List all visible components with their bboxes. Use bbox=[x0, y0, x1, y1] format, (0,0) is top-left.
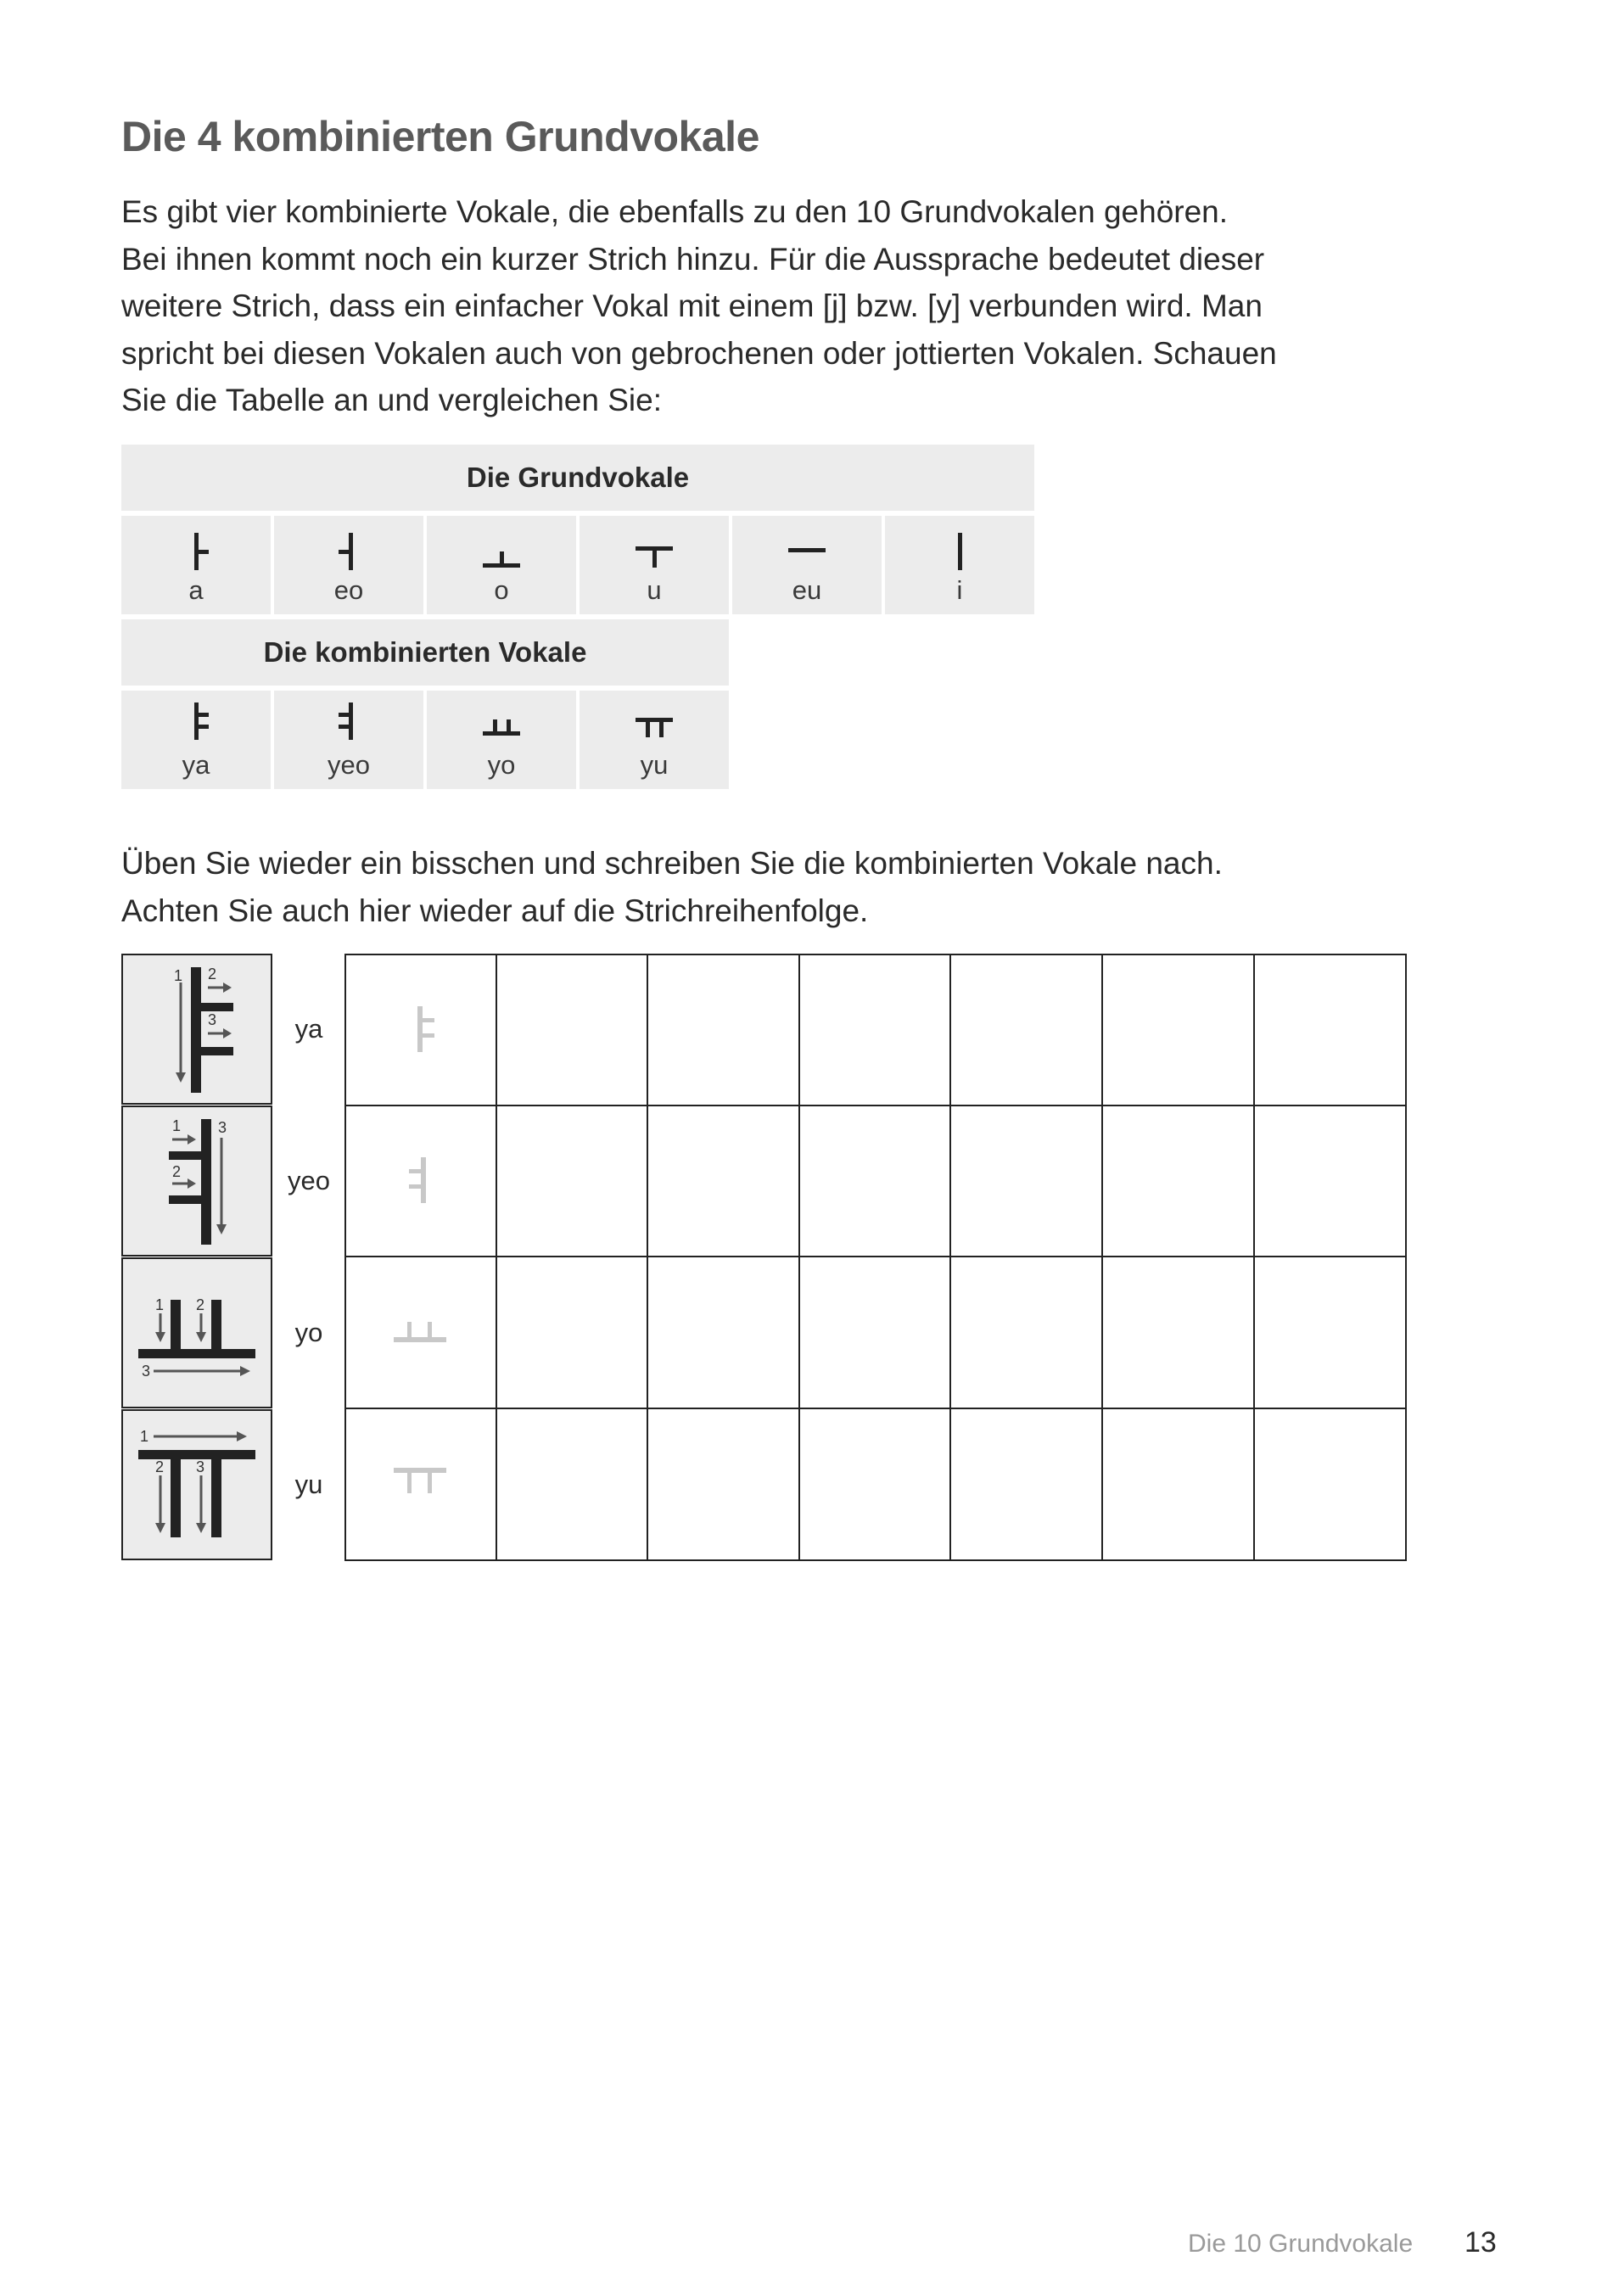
basic-vowel-eo bbox=[274, 516, 423, 614]
basic-vowel-o bbox=[427, 516, 576, 614]
stroke-diagram-yeo bbox=[123, 1107, 271, 1255]
stroke-diagram-yu bbox=[123, 1411, 271, 1559]
writing-practice-grid[interactable] bbox=[344, 954, 1410, 1565]
row-label-yu: yu bbox=[294, 1469, 323, 1499]
combined-vowel-ya bbox=[121, 691, 271, 789]
stroke-number: 2 bbox=[155, 1458, 165, 1475]
stroke-number: 1 bbox=[172, 1117, 182, 1134]
basic-vowel-a bbox=[121, 516, 271, 614]
vowel-romanization: eo bbox=[333, 575, 364, 605]
page-number: 13 bbox=[1464, 2226, 1497, 2259]
vowel-table bbox=[121, 445, 1038, 794]
stroke-order-yeo bbox=[121, 1106, 272, 1257]
practice-line: Üben Sie wieder ein bisschen und schreiben Sie die kombinierten Vokale nach. bbox=[121, 846, 1223, 881]
trace-glyphs bbox=[394, 1006, 446, 1493]
stroke-number: 2 bbox=[196, 1296, 205, 1313]
intro-line: spricht bei diesen Vokalen auch von gebrochenen oder jottierten Vokalen. Schauen bbox=[121, 335, 1277, 371]
combined-vowels-header: Die kombinierten Vokale bbox=[121, 619, 729, 686]
vowel-romanization: eu bbox=[792, 575, 822, 605]
combined-vowel-yo bbox=[427, 691, 576, 789]
intro-paragraph bbox=[121, 188, 1445, 424]
intro-line: weitere Strich, dass ein einfacher Vokal mit einem [j] bzw. [y] verbunden wird. Man bbox=[121, 288, 1263, 323]
footer-chapter: Die 10 Grundvokale bbox=[1188, 2230, 1414, 2258]
intro-line: Es gibt vier kombinierte Vokale, die ebenfalls zu den 10 Grundvokalen gehören. bbox=[121, 194, 1229, 229]
stroke-number: 2 bbox=[172, 1163, 182, 1180]
practice-line: Achten Sie auch hier wieder auf die Strichreihenfolge. bbox=[121, 893, 869, 928]
vowel-romanization: u bbox=[647, 575, 662, 605]
combined-vowel-yu bbox=[580, 691, 729, 789]
vowel-romanization: o bbox=[494, 575, 509, 605]
stroke-order-yo bbox=[121, 1257, 272, 1408]
stroke-number: 1 bbox=[155, 1296, 165, 1313]
vowel-romanization: ya bbox=[182, 750, 210, 780]
stroke-diagram-ya bbox=[123, 955, 271, 1103]
trace-yu bbox=[394, 1468, 446, 1493]
row-label-yeo: yeo bbox=[288, 1166, 330, 1195]
row-label-yo: yo bbox=[294, 1318, 323, 1347]
page-title: Die 4 kombinierten Grundvokale bbox=[121, 113, 759, 160]
intro-line: Sie die Tabelle an und vergleichen Sie: bbox=[121, 383, 662, 417]
intro-line: Bei ihnen kommt noch ein kurzer Strich hinzu. Für die Aussprache bedeutet dieser bbox=[121, 241, 1265, 277]
stroke-order-ya bbox=[121, 954, 272, 1105]
basic-vowels-header: Die Grundvokale bbox=[121, 445, 1034, 511]
row-label-ya: ya bbox=[294, 1014, 323, 1044]
stroke-number: 2 bbox=[208, 966, 217, 982]
basic-vowel-eu bbox=[732, 516, 882, 614]
practice-instructions bbox=[121, 840, 1445, 934]
stroke-diagram-yo bbox=[123, 1259, 271, 1407]
stroke-number: 3 bbox=[208, 1011, 217, 1028]
stroke-number: 3 bbox=[218, 1119, 227, 1136]
vowel-romanization: a bbox=[188, 575, 204, 605]
stroke-number: 1 bbox=[140, 1428, 149, 1445]
vowel-romanization: yo bbox=[487, 750, 516, 780]
trace-yo bbox=[394, 1322, 446, 1342]
vowel-romanization: yeo bbox=[328, 750, 370, 780]
stroke-number: 3 bbox=[196, 1458, 205, 1475]
vowel-romanization: yu bbox=[640, 750, 669, 780]
basic-vowel-i bbox=[885, 516, 1034, 614]
combined-vowel-yeo bbox=[274, 691, 423, 789]
trace-yeo bbox=[409, 1157, 426, 1203]
trace-ya bbox=[417, 1006, 434, 1052]
stroke-number: 1 bbox=[174, 967, 183, 984]
stroke-order-yu bbox=[121, 1409, 272, 1560]
basic-vowel-u bbox=[580, 516, 729, 614]
stroke-number: 3 bbox=[142, 1363, 151, 1380]
vowel-romanization: i bbox=[956, 575, 963, 605]
